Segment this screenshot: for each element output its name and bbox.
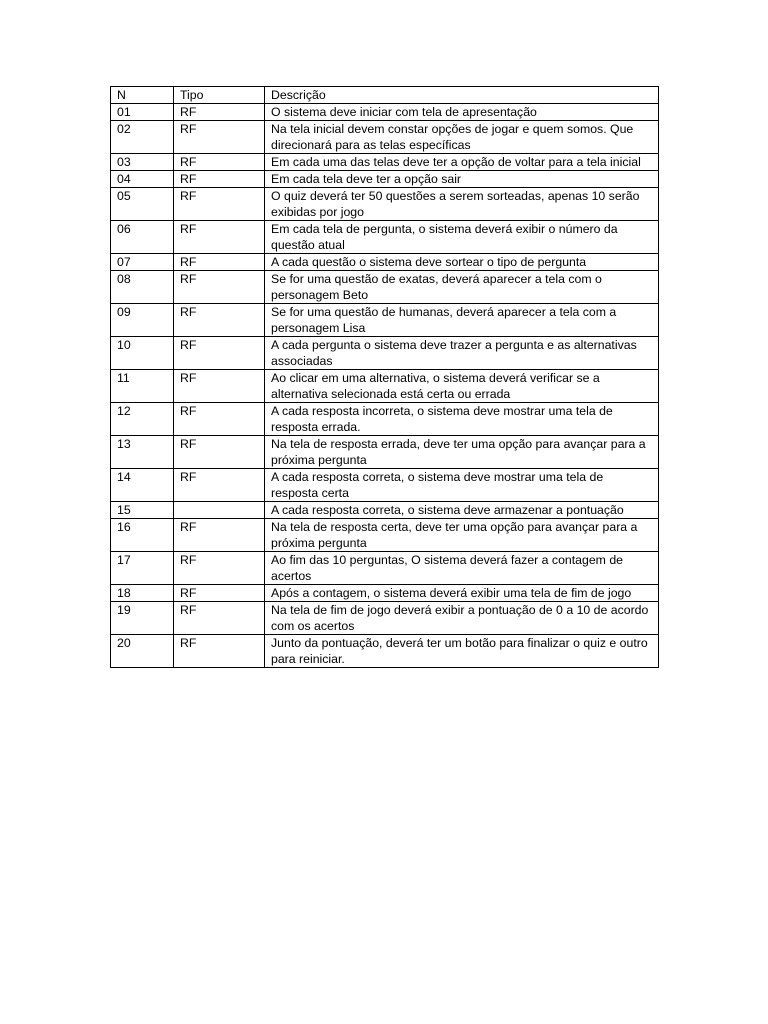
table-row	[111, 436, 659, 469]
cell-tipo: RF	[174, 469, 265, 502]
cell-tipo: RF	[174, 154, 265, 171]
cell-descricao: Na tela de resposta errada, deve ter uma opção para avançar para a próxima pergunta	[265, 436, 659, 469]
table-row	[111, 370, 659, 403]
cell-tipo: RF	[174, 519, 265, 552]
cell-n: 04	[111, 171, 174, 188]
table-row	[111, 221, 659, 254]
table-row	[111, 171, 659, 188]
cell-descricao: Ao clicar em uma alternativa, o sistema deverá verificar se a alternativa selecionada está certa ou errada	[265, 370, 659, 403]
table-row	[111, 121, 659, 154]
table-row	[111, 585, 659, 602]
cell-descricao: Junto da pontuação, deverá ter um botão para finalizar o quiz e outro para reiniciar.	[265, 635, 659, 668]
cell-n: 13	[111, 436, 174, 469]
cell-tipo: RF	[174, 104, 265, 121]
cell-tipo: RF	[174, 337, 265, 370]
cell-n: 14	[111, 469, 174, 502]
cell-descricao: Em cada uma das telas deve ter a opção de voltar para a tela inicial	[265, 154, 659, 171]
table-body	[111, 104, 659, 668]
requirements-table	[110, 86, 659, 668]
cell-n: 07	[111, 254, 174, 271]
cell-tipo: RF	[174, 370, 265, 403]
cell-n: 02	[111, 121, 174, 154]
cell-tipo: RF	[174, 635, 265, 668]
table-row	[111, 271, 659, 304]
cell-n: 11	[111, 370, 174, 403]
cell-descricao: Se for uma questão de humanas, deverá aparecer a tela com a personagem Lisa	[265, 304, 659, 337]
cell-descricao: A cada questão o sistema deve sortear o tipo de pergunta	[265, 254, 659, 271]
table-row	[111, 304, 659, 337]
cell-tipo: RF	[174, 304, 265, 337]
cell-tipo: RF	[174, 121, 265, 154]
cell-descricao: O quiz deverá ter 50 questões a serem sorteadas, apenas 10 serão exibidas por jogo	[265, 188, 659, 221]
cell-n: 17	[111, 552, 174, 585]
table-row	[111, 602, 659, 635]
table-row	[111, 502, 659, 519]
cell-n: 15	[111, 502, 174, 519]
cell-n: 06	[111, 221, 174, 254]
cell-descricao: Se for uma questão de exatas, deverá aparecer a tela com o personagem Beto	[265, 271, 659, 304]
cell-descricao: A cada resposta incorreta, o sistema deve mostrar uma tela de resposta errada.	[265, 403, 659, 436]
cell-descricao: Na tela de fim de jogo deverá exibir a pontuação de 0 a 10 de acordo com os acertos	[265, 602, 659, 635]
header-descricao: Descrição	[265, 87, 659, 104]
cell-n: 18	[111, 585, 174, 602]
cell-n: 08	[111, 271, 174, 304]
cell-tipo: RF	[174, 585, 265, 602]
header-n: N	[111, 87, 174, 104]
table-row	[111, 254, 659, 271]
table-row	[111, 154, 659, 171]
cell-tipo: RF	[174, 271, 265, 304]
cell-descricao: O sistema deve iniciar com tela de apresentação	[265, 104, 659, 121]
cell-n: 16	[111, 519, 174, 552]
cell-tipo: RF	[174, 254, 265, 271]
cell-descricao: Em cada tela de pergunta, o sistema deverá exibir o número da questão atual	[265, 221, 659, 254]
cell-n: 10	[111, 337, 174, 370]
cell-descricao: A cada pergunta o sistema deve trazer a pergunta e as alternativas associadas	[265, 337, 659, 370]
cell-descricao: Na tela inicial devem constar opções de jogar e quem somos. Que direcionará para as telas específicas	[265, 121, 659, 154]
cell-n: 01	[111, 104, 174, 121]
cell-descricao: Após a contagem, o sistema deverá exibir uma tela de fim de jogo	[265, 585, 659, 602]
cell-tipo	[174, 502, 265, 519]
cell-n: 09	[111, 304, 174, 337]
table-row	[111, 635, 659, 668]
header-tipo: Tipo	[174, 87, 265, 104]
table-row	[111, 469, 659, 502]
cell-descricao: A cada resposta correta, o sistema deve armazenar a pontuação	[265, 502, 659, 519]
cell-tipo: RF	[174, 171, 265, 188]
table-header	[111, 87, 659, 104]
cell-tipo: RF	[174, 221, 265, 254]
cell-n: 03	[111, 154, 174, 171]
cell-tipo: RF	[174, 403, 265, 436]
cell-descricao: Ao fim das 10 perguntas, O sistema deverá fazer a contagem de acertos	[265, 552, 659, 585]
cell-n: 05	[111, 188, 174, 221]
cell-tipo: RF	[174, 602, 265, 635]
table-row	[111, 403, 659, 436]
table-row	[111, 337, 659, 370]
cell-tipo: RF	[174, 188, 265, 221]
table-row	[111, 519, 659, 552]
header-row	[111, 87, 659, 104]
cell-tipo: RF	[174, 436, 265, 469]
table-row	[111, 552, 659, 585]
cell-n: 20	[111, 635, 174, 668]
cell-n: 12	[111, 403, 174, 436]
cell-n: 19	[111, 602, 174, 635]
cell-descricao: Na tela de resposta certa, deve ter uma opção para avançar para a próxima pergunta	[265, 519, 659, 552]
table-row	[111, 104, 659, 121]
table-row	[111, 188, 659, 221]
cell-tipo: RF	[174, 552, 265, 585]
cell-descricao: Em cada tela deve ter a opção sair	[265, 171, 659, 188]
cell-descricao: A cada resposta correta, o sistema deve mostrar uma tela de resposta certa	[265, 469, 659, 502]
